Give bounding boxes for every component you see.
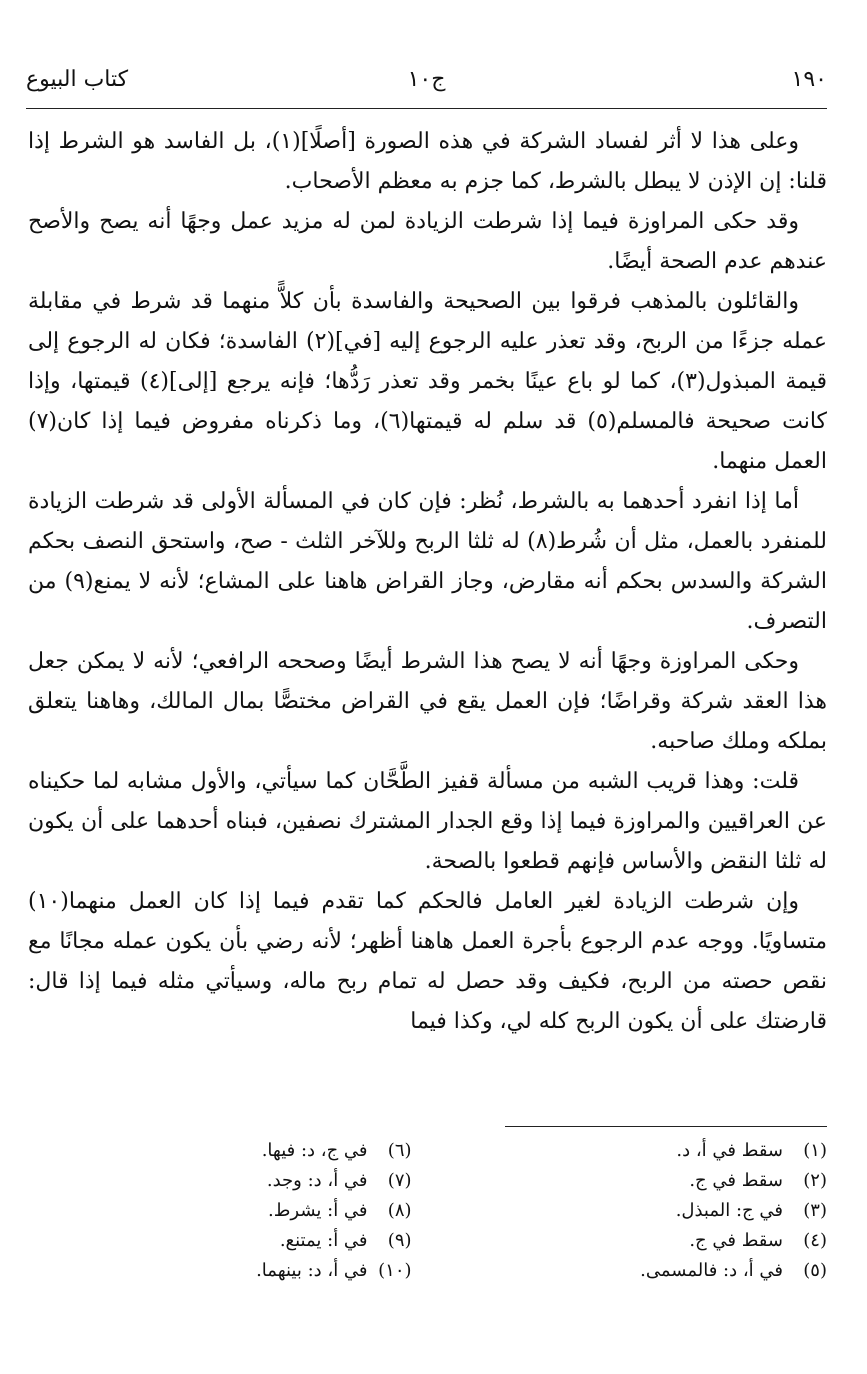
footnote [443, 1226, 827, 1256]
footnote [443, 1256, 827, 1286]
paragraph: أما إذا انفرد أحدهما به بالشرط، نُظر: فإن كان في المسألة الأولى قد شرطت الزيادة للمنفرد بالعمل، مثل أن شُرط(٨) له ثلثا الربح وللآخر الثلث - صح، واستحق النصف بحكم الشركة والسدس بحكم أنه مقارض، وجاز القراض هاهنا على المشاع؛ لأنه لا يمنع(٩) من التصرف. [28, 489, 828, 634]
paragraph: والقائلون بالمذهب فرقوا بين الصحيحة والفاسدة بأن كلاًّ منهما قد شرط في مقابلة عمله جزءًا من الربح، وقد تعذر عليه الرجوع إليه [في](٢) الفاسدة؛ فكان له الرجوع إلى قيمة المبذول(٣)، كما لو باع عينًا بخمر وقد تعذر رَدُّها؛ فإنه يرجع [إلى](٤) قيمتها، وإذا كانت صحيحة فالمسلم(٥) قد سلم له قيمتها(٦)، وما ذكرناه مفروض فيما إذا كان(٧) العمل منهما. [28, 289, 828, 474]
footnote-number: (٥) [803, 1260, 827, 1281]
paragraph: قلت: وهذا قريب الشبه من مسألة قفيز الطَّحَّان كما سيأتي، والأول مشابه لما حكيناه عن العراقيين والمراوزة فيما إذا وقع الجدار المشترك نصفين، فبناه أحدهما على أن يكون له ثلثا النقض والأساس فإنهم قطعوا بالصحة. [28, 769, 827, 874]
volume-label: ج١٠ [407, 67, 446, 92]
footnote-number: (٧) [387, 1170, 412, 1191]
footnote-number: (١) [803, 1140, 827, 1161]
footnotes-column-right [443, 1136, 827, 1286]
footnote-text: سقط في ج. [689, 1170, 783, 1191]
footnote-number: (٢) [803, 1170, 827, 1191]
footnote-number: (٣) [803, 1200, 827, 1221]
footnote [443, 1136, 827, 1166]
page-number: ١٩٠ [791, 67, 827, 92]
footnote-text: في أ، د: وجد. [266, 1170, 368, 1191]
footnote-text: في أ، د: فالمسمى. [640, 1260, 783, 1281]
paragraph: وقد حكى المراوزة فيما إذا شرطت الزيادة لمن له مزيد عمل وجهًا أنه يصح والأصح عندهم عدم الصحة أيضًا. [28, 209, 827, 274]
footnote [28, 1196, 412, 1226]
paragraph: وعلى هذا لا أثر لفساد الشركة في هذه الصورة [أصلًا](١)، بل الفاسد هو الشرط إذا قلنا: إن الإذن لا يبطل بالشرط، كما جزم به معظم الأصحاب. [28, 129, 827, 194]
footnote-text: في أ: يشرط. [268, 1200, 368, 1221]
footnote-number: (٤) [803, 1230, 827, 1251]
footnote [28, 1136, 412, 1166]
footnote-number: (١٠) [378, 1260, 412, 1281]
paragraph: وحكى المراوزة وجهًا أنه لا يصح هذا الشرط أيضًا وصححه الرافعي؛ لأنه لا يمكن جعل هذا العقد شركة وقراضًا؛ فإن العمل يقع في القراض مختصًّا بمال المالك، وهاهنا يتعلق بملكه وملك صاحبه. [28, 649, 827, 754]
footnote-text: في أ: يمتنع. [279, 1230, 368, 1251]
footnote-text: سقط في ج. [689, 1230, 783, 1251]
footnote-number: (٦) [387, 1140, 412, 1161]
footnote-text: سقط في أ، د. [676, 1140, 783, 1161]
footnote [28, 1166, 412, 1196]
footnotes-column-left [28, 1136, 412, 1286]
header-rule [26, 108, 827, 109]
footnote [443, 1196, 827, 1226]
footnote-number: (٩) [387, 1230, 412, 1251]
footnote [28, 1256, 412, 1286]
main-text [28, 122, 827, 1042]
footnote-text: في ج، د: فيها. [261, 1140, 368, 1161]
book-title: كتاب البيوع [26, 67, 129, 92]
footnote-rule [505, 1126, 827, 1127]
footnote-text: في أ، د: بينهما. [256, 1260, 368, 1281]
footnote-text: في ج: المبذل. [675, 1200, 783, 1221]
footnote [28, 1226, 412, 1256]
footnote-number: (٨) [387, 1200, 412, 1221]
paragraph: وإن شرطت الزيادة لغير العامل فالحكم كما تقدم فيما إذا كان العمل منهما(١٠) متساويًا. ووجه عدم الرجوع بأجرة العمل هاهنا أظهر؛ لأنه رضي بأن يكون عمله مجانًا مع نقص حصته من الربح، فكيف وقد حصل له تمام ربح ماله، وسيأتي مثله فيما إذا قال: قارضتك على أن يكون الربح كله لي، وكذا فيما [28, 889, 827, 1034]
footnote [443, 1166, 827, 1196]
running-head [26, 60, 827, 100]
